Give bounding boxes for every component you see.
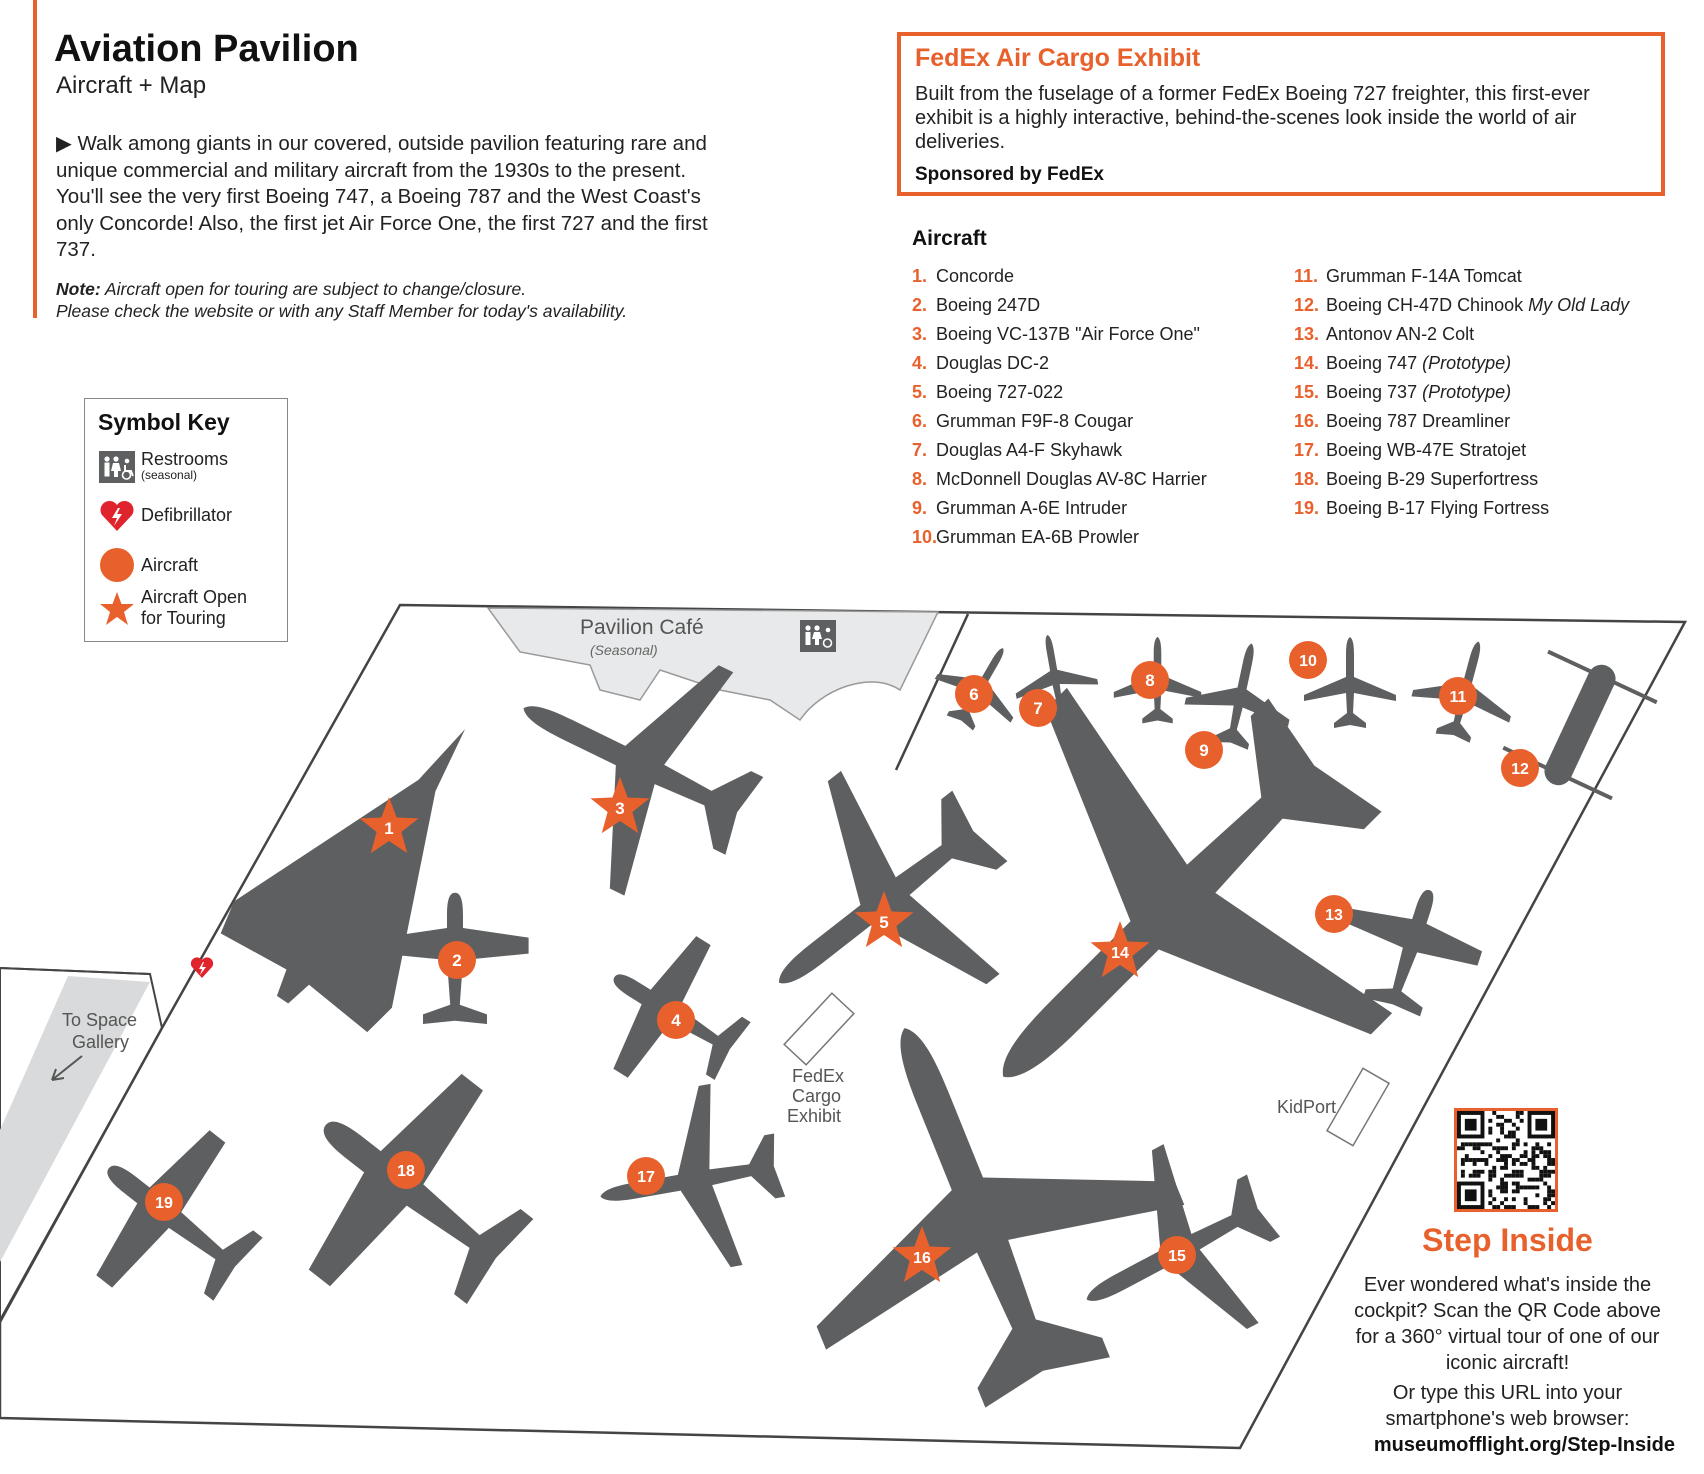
aircraft-list-name: Boeing 737 <box>1326 382 1423 402</box>
aircraft-list-name: Grumman F-14A Tomcat <box>1326 266 1522 286</box>
accent-bar <box>33 0 37 318</box>
aircraft-marker-label: 9 <box>1199 741 1209 760</box>
aircraft-list-name: Grumman EA-6B Prowler <box>936 527 1140 547</box>
aircraft-list-item <box>1294 291 1629 320</box>
aircraft-marker-label: 17 <box>637 1169 655 1186</box>
aircraft-list-number: 1. <box>912 266 928 286</box>
aircraft-list-number: 14. <box>1294 353 1320 373</box>
aircraft-marker-label: 7 <box>1033 699 1043 718</box>
aircraft-list-number: 2. <box>912 295 928 315</box>
aircraft-list-name: Grumman A-6E Intruder <box>936 498 1128 518</box>
note-text <box>56 278 756 322</box>
aircraft-list-name: Boeing B-17 Flying Fortress <box>1326 498 1550 518</box>
aircraft-marker-icon <box>99 547 135 583</box>
cafe-sub-label: (Seasonal) <box>590 642 658 658</box>
aircraft-list-name: Boeing 787 Dreamliner <box>1326 411 1511 431</box>
step-inside-title: Step Inside <box>1422 1222 1593 1258</box>
aircraft-marker-label: 6 <box>969 685 979 704</box>
key-open-line2: for Touring <box>141 608 226 628</box>
aircraft-list-number: 16. <box>1294 411 1320 431</box>
aircraft-list-item <box>1294 494 1629 523</box>
aircraft-list-item <box>1294 436 1629 465</box>
aircraft-marker-label: 16 <box>913 1250 931 1267</box>
note-label: Note: <box>56 279 101 299</box>
fedex-cargo-label-3: Exhibit <box>787 1106 842 1126</box>
aircraft-list-item <box>1294 465 1629 494</box>
aircraft-list-number: 13. <box>1294 324 1320 344</box>
key-open-line1: Aircraft Open <box>141 587 248 607</box>
fedex-sponsor: Sponsored by FedEx <box>915 164 1104 185</box>
aircraft-marker-label: 18 <box>397 1163 415 1180</box>
key-restrooms <box>99 449 229 488</box>
aircraft-list-number: 11. <box>1294 266 1319 286</box>
aircraft-list-item <box>1294 407 1629 436</box>
aircraft-marker-label: 15 <box>1168 1248 1186 1265</box>
note-line2: Please check the website or with any Staff Member for today's availability. <box>56 301 628 321</box>
aircraft-list-number: 9. <box>912 498 928 518</box>
aircraft-list-item <box>912 262 1207 291</box>
symbol-key-title: Symbol Key <box>98 409 230 435</box>
aircraft-marker-label: 5 <box>879 913 889 932</box>
aircraft-marker-label: 8 <box>1145 671 1155 690</box>
key-defibrillator <box>99 499 233 538</box>
fedex-description: Built from the fuselage of a former FedEx Boeing 727 freighter, this first-ever exhibit is a highly interactive, behind-the-scenes look inside the world of air deliveries. <box>915 83 1590 153</box>
aircraft-list-number: 15. <box>1294 382 1320 402</box>
step-inside-text2: Or type this URL into your smartphone's web browser: <box>1385 1382 1630 1430</box>
key-restrooms-sub: (seasonal) <box>141 468 198 482</box>
aircraft-list-number: 19. <box>1294 498 1320 518</box>
aircraft-list-item <box>912 320 1207 349</box>
aircraft-list-number: 10. <box>912 527 938 547</box>
aircraft-list-name: Boeing 747 <box>1326 353 1423 373</box>
aircraft-marker-label: 10 <box>1299 653 1317 670</box>
aircraft-marker-label: 13 <box>1325 907 1343 924</box>
aircraft-list-item <box>912 407 1207 436</box>
fedex-cargo-label-1: FedEx <box>792 1066 845 1086</box>
aircraft-marker-label: 1 <box>384 819 394 838</box>
note-line1: Aircraft open for touring are subject to change/closure. <box>100 279 527 299</box>
step-inside-text: Ever wondered what's inside the cockpit? Scan the QR Code above for a 360° virtual tour of one of our iconic aircraft! <box>1354 1274 1661 1374</box>
cafe-restroom-icon <box>800 620 836 652</box>
aircraft-list-number: 7. <box>912 440 928 460</box>
aircraft-list-item <box>912 378 1207 407</box>
key-aircraft-label: Aircraft <box>141 555 199 575</box>
aircraft-list-item <box>912 494 1207 523</box>
aircraft-list-number: 3. <box>912 324 928 344</box>
aircraft-list-name: Boeing 727-022 <box>936 382 1064 402</box>
key-defibrillator-label: Defibrillator <box>141 505 233 525</box>
aircraft-list-heading: Aircraft <box>912 227 987 250</box>
aircraft-list-item <box>912 349 1207 378</box>
aircraft-list-name: Boeing 247D <box>936 295 1041 315</box>
space-gallery-label-1: To Space <box>62 1010 138 1030</box>
aircraft-list-number: 8. <box>912 469 928 489</box>
cafe-label: Pavilion Café <box>580 616 704 639</box>
aircraft-marker-label: 14 <box>1111 945 1129 962</box>
aircraft-list-name: Boeing WB-47E Stratojet <box>1326 440 1527 460</box>
aircraft-list-name: Douglas DC-2 <box>936 353 1050 373</box>
aircraft-list-note: (Prototype) <box>1422 353 1512 373</box>
aircraft-list-name: Boeing B-29 Superfortress <box>1326 469 1539 489</box>
aircraft-list-left <box>912 262 1207 552</box>
aircraft-list-item <box>912 436 1207 465</box>
aircraft-list-item <box>1294 378 1629 407</box>
qr-code[interactable] <box>1454 1108 1558 1212</box>
space-gallery-label-2: Gallery <box>72 1032 130 1052</box>
key-restrooms-label: Restrooms <box>141 449 229 469</box>
aircraft-marker-label: 2 <box>452 951 462 970</box>
aircraft-list-number: 18. <box>1294 469 1320 489</box>
aircraft-list-name: Antonov AN-2 Colt <box>1326 324 1475 344</box>
kidport-label: KidPort <box>1277 1097 1337 1117</box>
aircraft-list-name: Boeing VC-137B "Air Force One" <box>936 324 1200 344</box>
key-aircraft <box>99 547 199 588</box>
aircraft-marker-label: 4 <box>671 1011 681 1030</box>
aircraft-list-item <box>912 291 1207 320</box>
aircraft-marker-label: 12 <box>1511 761 1529 778</box>
aircraft-list-item <box>912 465 1207 494</box>
aircraft-list-item <box>1294 320 1629 349</box>
aircraft-list-number: 12. <box>1294 295 1320 315</box>
aircraft-list-note: My Old Lady <box>1528 295 1630 315</box>
aircraft-marker-label: 11 <box>1449 689 1467 706</box>
qr-code-pattern <box>1457 1111 1555 1209</box>
aircraft-list-number: 17. <box>1294 440 1320 460</box>
aircraft-list-number: 5. <box>912 382 928 402</box>
intro-text: ▶ Walk among giants in our covered, outside pavilion featuring rare and unique commercial and military aircraft from the 1930s to the present. You'll see the very first Boeing 747, a Boeing 787 and the West Coast's only Concorde! Also, the first jet Air Force One, the first 727 and the first 737. <box>56 132 708 261</box>
aircraft-list-name: Douglas A4-F Skyhawk <box>936 440 1123 460</box>
fedex-title: FedEx Air Cargo Exhibit <box>915 44 1201 72</box>
restroom-icon <box>99 451 135 483</box>
fedex-cargo-label-2: Cargo <box>792 1086 842 1106</box>
aircraft-list-number: 6. <box>912 411 928 431</box>
defibrillator-icon <box>99 499 135 533</box>
aircraft-list-name: McDonnell Douglas AV-8C Harrier <box>936 469 1207 489</box>
aircraft-list-item <box>1294 262 1629 291</box>
page-subtitle: Aircraft + Map <box>56 72 207 99</box>
aircraft-list-number: 4. <box>912 353 928 373</box>
page-title: Aviation Pavilion <box>54 28 359 70</box>
aircraft-list-name: Grumman F9F-8 Cougar <box>936 411 1134 431</box>
aircraft-list-name: Boeing CH-47D Chinook <box>1326 295 1529 315</box>
aircraft-list-name: Concorde <box>936 266 1015 286</box>
step-inside-url[interactable]: museumofflight.org/Step-Inside <box>1373 1434 1675 1456</box>
aircraft-list-right <box>1294 262 1629 523</box>
aircraft-marker-label: 3 <box>615 799 625 818</box>
aircraft-list-item <box>1294 349 1629 378</box>
fedex-exhibit-box <box>897 32 1665 196</box>
aircraft-list-note: (Prototype) <box>1422 382 1512 402</box>
aircraft-list-item <box>912 523 1207 552</box>
aircraft-marker-label: 19 <box>155 1195 173 1212</box>
